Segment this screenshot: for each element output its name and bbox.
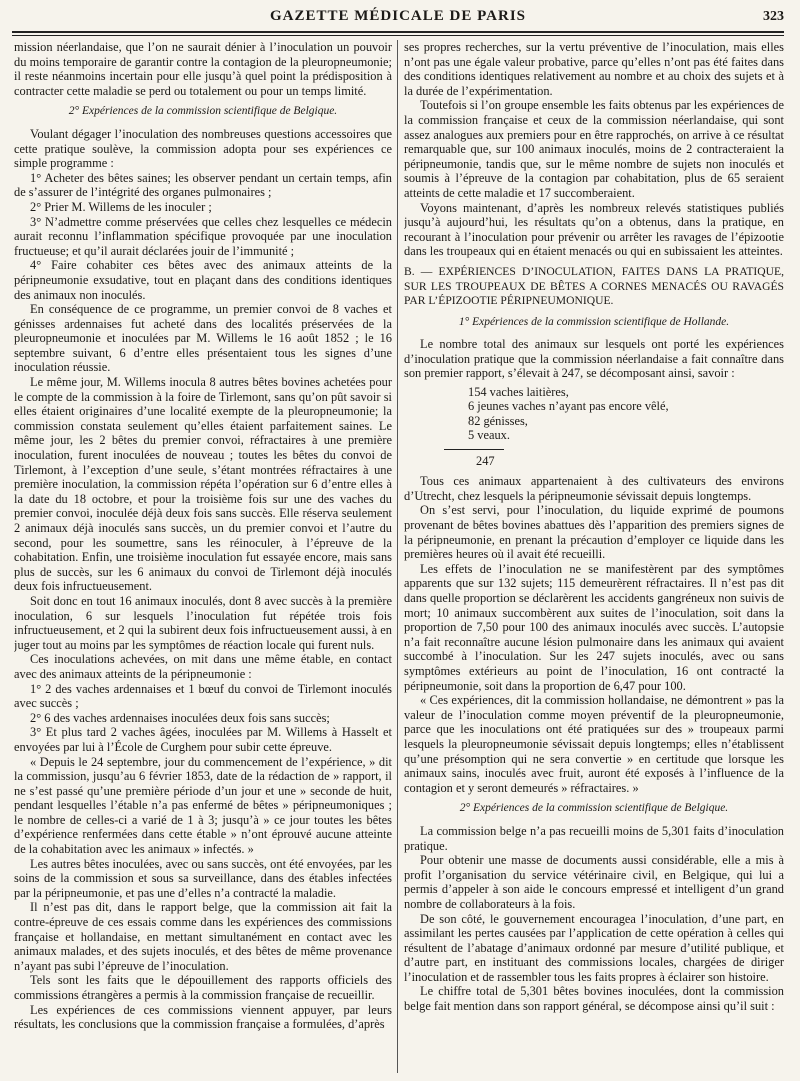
- section-heading: 2° Expériences de la commission scientifique de Belgique.: [459, 802, 729, 815]
- paragraph: Tels sont les faits que le dépouillement des rapports officiels des commissions étrangères a permis à la commission française de recueillir.: [14, 973, 392, 1002]
- quotation: « Depuis le 24 septembre, jour du commencement de l’expérience, » dit la commission, jusqu’au 6 février 1853, date de la rédaction de » rapport, il ne s’est passé qu’une première période d’un jour et une » seconde de huit, pendant lesquelles l’étable n’a pas enfermé de bêtes » péripneumoniques ; le nombre de celles-ci a varié de 1 à 3; jusqu’à » ce jour toutes les bêtes d’expérience renfermées dans cette étable » n’ont éprouvé aucune atteinte de la cohabitation avec les animaux » infectés. »: [14, 754, 392, 857]
- paragraph: Il n’est pas dit, dans le rapport belge, que la commission ait fait la contre-épreuve de ces essais comme dans les expériences des commissions française et hollandaise, en mettant simultanément en contact avec les animaux malades, et des sujets inoculés, et des bêtes de même provenance n’ayant pas subi l’épreuve de l’inoculation.: [14, 900, 392, 973]
- paragraph: 1° 2 des vaches ardennaises et 1 bœuf du convoi de Tirlemont inoculés avec succès ;: [14, 681, 392, 711]
- section-heading-b: B. — EXPÉRIENCES D’INOCULATION, FAITES DANS LA PRATIQUE, SUR LES TROUPEAUX DE BÊTES A CORNES MENACÉS OU RAVAGÉS PAR L’ÉPIZOOTIE PÉRIPNEUMONIQUE.: [404, 264, 784, 308]
- paragraph: Soit donc en tout 16 animaux inoculés, dont 8 avec succès à la première inoculation, 6 sur lesquels l’inoculation fut répétée trois fois infructueusement, et 2 qui la subirent deux fois infructueusement aussi, à en juger tout au moins par les symptômes de réaction locale qui furent nuls.: [14, 593, 392, 652]
- total-value: 247: [476, 453, 495, 468]
- section-heading: 2° Expériences de la commission scientifique de Belgique.: [68, 105, 338, 118]
- list-item: 154 vaches laitières,: [468, 385, 569, 400]
- header-rule-thin: [12, 35, 784, 36]
- paragraph: 3° Et plus tard 2 vaches âgées, inoculées par M. Willems à Hasselt et envoyées par lui à l’École de Curghem pour subir cette épreuve.: [14, 725, 392, 754]
- right-column: [404, 40, 784, 1075]
- header-rule: [12, 31, 784, 33]
- paragraph: En conséquence de ce programme, un premier convoi de 8 vaches et génisses ardennaises fut acheté dans des localités préservées de la pleuropneumonie et inoculées par M. Willems le 16 août 1852 ; le 16 septembre suivant, 6 d’entre elles présentaient tous les signes d’une inoculation réussie.: [14, 302, 392, 375]
- section-heading: 1° Expériences de la commission scientifique de Hollande.: [458, 315, 730, 328]
- paragraph: Voulant dégager l’inoculation des nombreuses questions accessoires que cette pratique soulève, la commission adopta pour ses expériences ce simple programme :: [14, 126, 392, 171]
- paragraph: De son côté, le gouvernement encouragea l’inoculation, d’une part, en assimilant les pertes causées par l’application de cette opération à celles qui résultent de l’abatage d’animaux ordonné par mesure d’utilité publique, et d’autre part, en instituant des commissions locales, chargées de diriger l’inoculation et de rassembler tous les faits propres à éclairer son histoire.: [404, 911, 784, 984]
- animal-list: [468, 385, 784, 443]
- paragraph: Les autres bêtes inoculées, avec ou sans succès, ont été envoyées, par les soins de la commission et sous sa surveillance, dans des étables infectées par la péripneumonie, et pas une d’elles n’a contracté la maladie.: [14, 856, 392, 900]
- paragraph: Le même jour, M. Willems inocula 8 autres bêtes bovines achetées pour le compte de la commission à la foire de Tirlemont, sans qu’on pût savoir si elles étaient originaires d’une localité exempte de la pleuropneumonie; la commission constata seulement qu’elles étaient parfaitement saines. Le même jour, les 2 bêtes du premier convoi, réfractaires à une première inoculation, furent inoculées de nouveau ; toutes les bêtes du convoi de Tirlemont, à l’exception d’une seule, s’étant montrées réfractaires à une première inoculation, la commission répéta l’opération sur 6 d’entre elles à la date du 18 octobre, et pour la troisième fois sur une des vaches du premier convoi, inoculée déjà deux fois sans succès. Elle réserva seulement 2 animaux déjà inoculés sans succès, un du premier convoi et l’autre du second, pour les soumettre, sans les réinoculer, à l’épreuve de la cohabitation. Enfin, une troisième inoculation fut essayée encore, mais sans plus de succès, sur les 6 animaux du convoi de Tirlemont déjà inoculés deux fois infructueusement.: [14, 375, 392, 594]
- list-item: 6 jeunes vaches n’ayant pas encore vêlé,: [468, 399, 669, 414]
- paragraph: 2° Prier M. Willems de les inoculer ;: [30, 199, 212, 214]
- quotation: « Ces expériences, dit la commission hollandaise, ne démontrent » pas la valeur de l’inoculation comme moyen préventif de la pleuropneumonie, parce que les inoculations ont été pratiquées sur des » troupeaux parmi lesquels la pleuropneumonie sévissait depuis longtemps; elles n’établissent qu’une présomption qui ne sera convertie » en certitude que lorsque les animaux sains, inoculés avec fruit, auront été exposés à l’influence de la contagion et y seront demeurés » réfractaires. »: [404, 693, 784, 795]
- paragraph: Les expériences de ces commissions viennent appuyer, par leurs résultats, les conclusions que la commission française a formulées, d’après: [14, 1002, 392, 1032]
- paragraph: Les effets de l’inoculation ne se manifestèrent par des symptômes apparents que sur 132 sujets; 115 demeurèrent réfractaires. Il n’est pas dit dans quelle proportion se déclarèrent les accidents gangréneux non suivis de mort; 10 animaux succombèrent aux suites de l’inoculation, soit dans la proportion de 7,50 pour 100 des animaux inoculés avec succès. L’autopsie n’a fait reconnaître aucune lésion pulmonaire dans les animaux qui avaient succombé à l’inoculation. Sur les 247 sujets inoculés, avec ou sans symptômes extérieurs au point de l’inoculation, 16 ont contracté la péripneumonie, soit dans la proportion de 6,47 pour 100.: [404, 561, 784, 693]
- paragraph: ses propres recherches, sur la vertu préventive de l’inoculation, mais elles n’ont pas une égale valeur probative, parce qu’elles n’ont pas été faites dans des conditions identiques relativement au nombre et au choix des sujets et à la durée de l’expérimentation.: [404, 40, 784, 98]
- paragraph: 3° N’admettre comme préservées que celles chez lesquelles ce médecin aurait reconnu l’inflammation spécifique provoquée par une inoculation fructueuse; et qu’il aurait déclarées jouir de l’immunité ;: [14, 214, 392, 258]
- paragraph: 4° Faire cohabiter ces bêtes avec des animaux atteints de la péripneumonie exsudative, tout en plaçant dans des conditions identiques des animaux non inoculés.: [14, 258, 392, 302]
- paragraph: On s’est servi, pour l’inoculation, du liquide exprimé de poumons provenant de bêtes bovines abattues dès l’apparition des premiers signes de la péripneumonie, en prenant la précaution d’employer ce liquide dans les premières heures où il avait été recueilli.: [404, 503, 784, 562]
- paragraph: Tous ces animaux appartenaient à des cultivateurs des environs d’Utrecht, chez lesquels la péripneumonie sévissait depuis longtemps.: [404, 474, 784, 503]
- paragraph: Le nombre total des animaux sur lesquels ont porté les expériences d’inoculation pratique que la commission néerlandaise a fait connaître dans son premier rapport, s’élevait à 247, se décomposant ainsi, savoir :: [404, 337, 784, 381]
- paragraph: Toutefois si l’on groupe ensemble les faits obtenus par les expériences de la commission française et ceux de la commission néerlandaise, qui sont assez analogues aux premiers pour en être rapprochés, on arrive à ce résultat remarquable que, sur 100 animaux inoculés, moins de 2 contracteraient la péripneumonie, tandis que, sur le même nombre de sujets non inoculés et soumis à l’épreuve de la contagion par cohabitation, plus de 65 seraient atteints de cette maladie et 17 succomberaient.: [404, 98, 784, 200]
- paragraph: Voyons maintenant, d’après les nombreux relevés statistiques publiés jusqu’à aujourd’hui, les résultats qu’on a obtenus, dans la pratique, en recourant à l’inoculation pour prévenir ou arrêter les ravages de l’épizootie dans les troupeaux qui en étaient menacés ou qui en subissaient les atteintes.: [404, 200, 784, 259]
- paragraph: La commission belge n’a pas recueilli moins de 5,301 faits d’inoculation pratique.: [404, 823, 784, 853]
- left-column: [14, 40, 392, 1075]
- sum-rule: [444, 449, 504, 450]
- column-divider: [397, 40, 398, 1073]
- page-number: 323: [763, 9, 784, 24]
- list-item: 82 génisses,: [468, 413, 528, 428]
- paragraph: Le chiffre total de 5,301 bêtes bovines inoculées, dont la commission belge fait mention dans son rapport général, se décompose ainsi qu’il suit :: [404, 984, 784, 1014]
- paragraph: 2° 6 des vaches ardennaises inoculées deux fois sans succès;: [30, 710, 330, 725]
- paragraph: mission néerlandaise, que l’on ne saurait dénier à l’inoculation un pouvoir du moins temporaire de garantir contre la contagion de la pleuropneumonie; il reste néanmoins incertain pour elle jusqu’à quel point la prédisposition à contracter cette maladie se perd ou totalement ou pour un temps limité.: [14, 40, 392, 98]
- paragraph: 1° Acheter des bêtes saines; les observer pendant un certain temps, afin de s’assurer de l’intégrité des organes pulmonaires ;: [14, 170, 392, 200]
- journal-title: GAZETTE MÉDICALE DE PARIS: [269, 8, 526, 24]
- paragraph: Ces inoculations achevées, on mit dans une même étable, en contact avec des animaux atteints de la péripneumonie :: [14, 652, 392, 681]
- list-item: 5 veaux.: [468, 428, 510, 443]
- paragraph: Pour obtenir une masse de documents aussi considérable, elle a mis à profit l’organisation du service vétérinaire civil, en Belgique, qui lui a permis d’appeler à son aide le concours empressé et intelligent d’un grand nombre de collaborateurs à la fois.: [404, 853, 784, 911]
